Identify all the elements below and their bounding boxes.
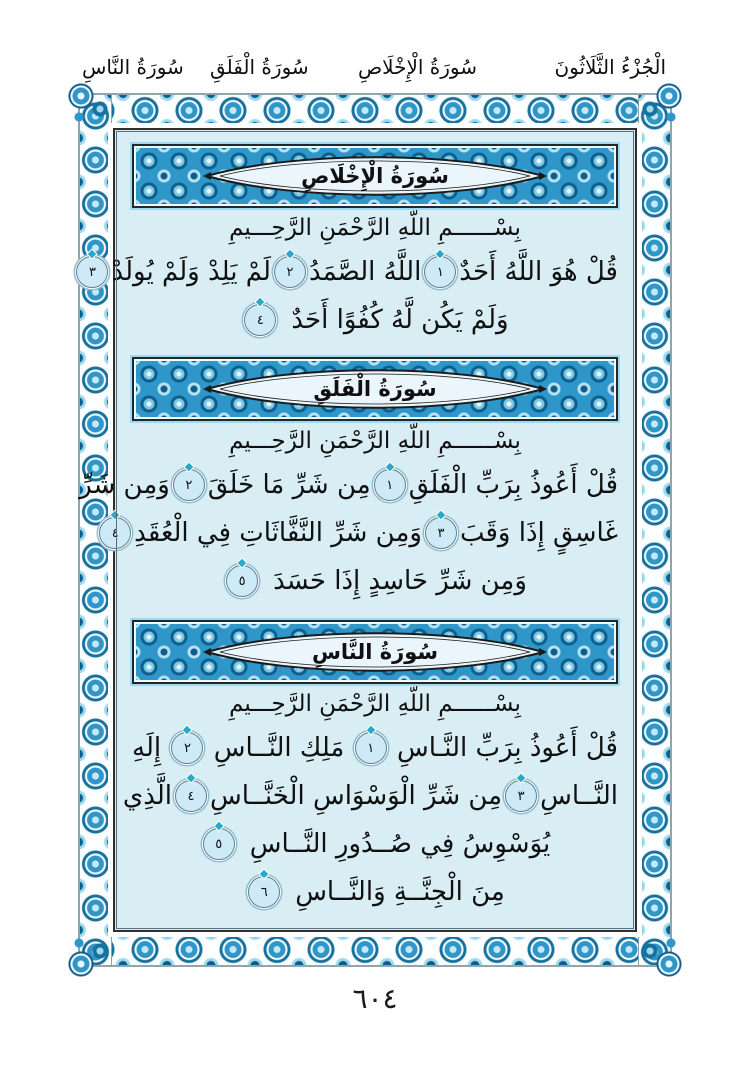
verse-end-marker: ٥ [203, 828, 235, 860]
surah-title-banner [132, 144, 618, 208]
ornamental-frame [78, 93, 672, 967]
surah-title-banner [132, 620, 618, 684]
verse-text: وَمِن شَرِّ [79, 470, 170, 500]
verse-text: غَاسِقٍ إِذَا وَقَبَ [459, 518, 618, 548]
verse-end-marker: ١ [374, 469, 406, 501]
surah-title: سُورَةُ الْفَلَقِ [313, 377, 437, 401]
verse-end-marker: ٥ [226, 565, 258, 597]
border-band-bottom [79, 933, 671, 966]
verse-text: يُوَسْوِسُ فِي صُــدُورِ النَّــاسِ [249, 829, 551, 859]
verse-end-marker: ٣ [505, 780, 537, 812]
verse-line [88, 248, 620, 296]
bismillah-text: بِسْــــــمِ اللَّهِ الرَّحْمَنِ الرَّحِـــيمِ [229, 428, 521, 454]
verse-end-marker: ٤ [99, 517, 131, 549]
header-juz-label: الْجُزْءُ الثَّلَاثُونَ [554, 55, 666, 79]
verse-lines [88, 248, 620, 344]
verse-text: قُلْ أَعُوذُ بِرَبِّ النَّـاسِ [397, 733, 618, 763]
text-area [79, 128, 637, 932]
verse-text: الَّذِي [122, 781, 173, 811]
verse-line [122, 772, 620, 820]
verse-text: مَلِكِ النَّــاسِ [213, 733, 345, 763]
verse-text: مِنَ الْجِنَّــةِ وَالنَّــاسِ [295, 877, 505, 907]
verse-text: لَمْ يَلِدْ وَلَمْ يُولَدْ [111, 257, 271, 287]
surah-title-banner [132, 357, 618, 421]
verse-end-marker: ٣ [425, 517, 457, 549]
verse-end-marker: ٣ [76, 256, 108, 288]
verse-text: اللَّهُ الصَّمَدُ [308, 257, 422, 287]
verse-lines [122, 724, 620, 916]
verse-end-marker: ٤ [175, 780, 207, 812]
verse-line [130, 868, 620, 916]
verse-end-marker: ٢ [274, 256, 306, 288]
verse-text: مِن شَرِّ الْوَسْوَاسِ الْخَنَّــاسِ [210, 781, 503, 811]
header-surah-falaq-label: سُورَةُ الْفَلَقِ [210, 55, 309, 79]
bismillah-text: بِسْــــــمِ اللَّهِ الرَّحْمَنِ الرَّحِـــيمِ [229, 691, 521, 717]
verse-line [130, 296, 620, 344]
surah-section [122, 620, 620, 916]
verse-text: قُلْ أَعُوذُ بِرَبِّ الْفَلَقِ [408, 470, 618, 500]
verse-line [130, 724, 620, 772]
verse-text: النَّــاسِ [540, 781, 618, 811]
verse-text: مِن شَرِّ مَا خَلَقَ [207, 470, 371, 500]
surah-title: سُورَةُ الْإِخْلَاصِ [301, 164, 449, 188]
verse-text: إِلَهِ [132, 733, 162, 763]
surah-section [79, 357, 620, 605]
verse-end-marker: ٦ [248, 876, 280, 908]
verse-end-marker: ١ [424, 256, 456, 288]
page-number: ٦٠٤ [352, 982, 398, 1015]
bismillah-text: بِسْــــــمِ اللَّهِ الرَّحْمَنِ الرَّحِـــيمِ [229, 215, 521, 241]
header-surah-nas-label: سُورَةُ النَّاسِ [82, 55, 184, 79]
verse-line [130, 557, 620, 605]
border-band-right [638, 94, 671, 966]
header-surah-ikhlas-label: سُورَةُ الْإِخْلَاصِ [358, 55, 478, 79]
surah-section [88, 144, 620, 344]
verse-line [130, 820, 620, 868]
verse-end-marker: ٢ [173, 469, 205, 501]
verse-end-marker: ٢ [171, 732, 203, 764]
verse-line [79, 461, 620, 509]
verse-end-marker: ٤ [244, 304, 276, 336]
surah-title: سُورَةُ النَّاسِ [311, 640, 439, 664]
verse-end-marker: ١ [355, 732, 387, 764]
verse-text: وَمِن شَرِّ حَاسِدٍ إِذَا حَسَدَ [273, 566, 527, 596]
verse-lines [79, 461, 620, 605]
verse-text: وَلَمْ يَكُن لَّهُ كُفُوًا أَحَدٌ [291, 305, 509, 335]
verse-line [111, 509, 620, 557]
verse-text: وَمِن شَرِّ النَّفَّاثَاتِ فِي الْعُقَدِ [134, 518, 422, 548]
verse-text: قُلْ هُوَ اللَّهُ أَحَدٌ [459, 257, 618, 287]
